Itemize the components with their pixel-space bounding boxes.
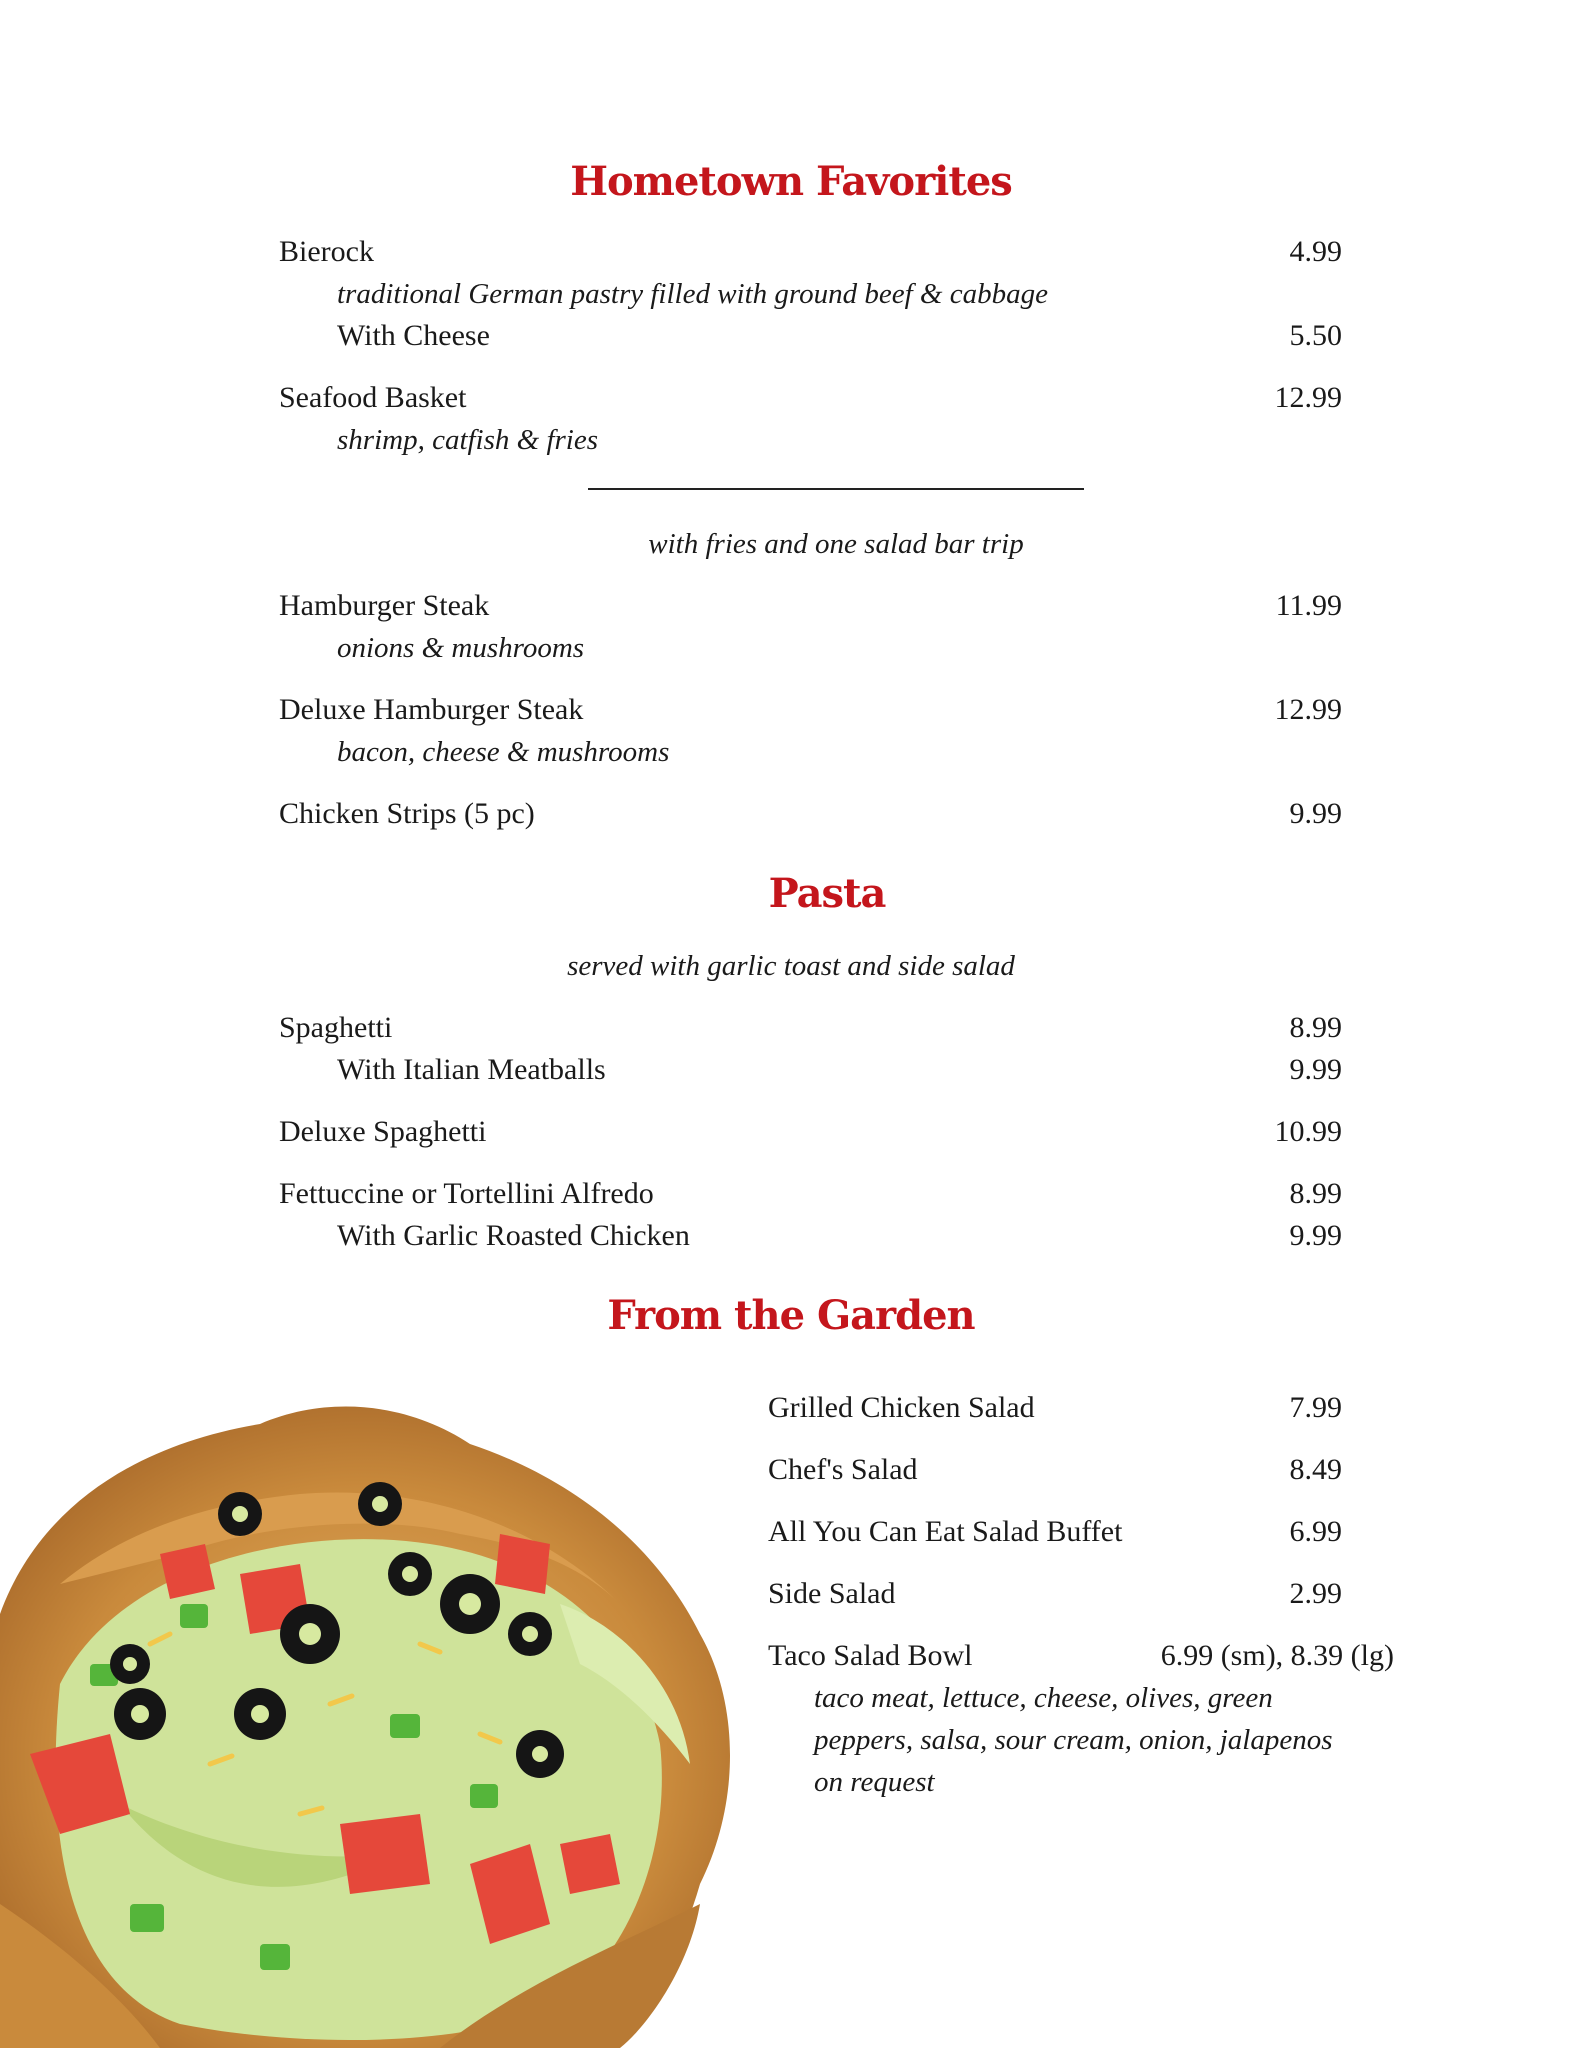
desc-deluxe-hamburger-steak: bacon, cheese & mushrooms bbox=[337, 736, 670, 768]
item-spaghetti: Spaghetti bbox=[279, 1011, 393, 1044]
price-spaghetti: 8.99 bbox=[1289, 1011, 1342, 1044]
item-chicken-strips: Chicken Strips (5 pc) bbox=[279, 797, 535, 830]
desc-taco-salad-line-1: taco meat, lettuce, cheese, olives, green bbox=[814, 1682, 1273, 1714]
note-pasta: served with garlic toast and side salad bbox=[567, 950, 1015, 982]
price-side-salad: 2.99 bbox=[1289, 1577, 1342, 1610]
desc-hamburger-steak: onions & mushrooms bbox=[337, 632, 585, 664]
price-salad-buffet: 6.99 bbox=[1289, 1515, 1342, 1548]
price-deluxe-spaghetti: 10.99 bbox=[1274, 1115, 1342, 1148]
divider-rule bbox=[588, 488, 1084, 490]
desc-bierock: traditional German pastry filled with ground beef & cabbage bbox=[337, 278, 1048, 310]
item-alfredo: Fettuccine or Tortellini Alfredo bbox=[279, 1177, 654, 1210]
option-alfredo-chicken: With Garlic Roasted Chicken bbox=[337, 1219, 690, 1252]
price-bierock-cheese: 5.50 bbox=[1289, 319, 1342, 352]
item-bierock: Bierock bbox=[279, 235, 374, 268]
item-taco-salad-bowl: Taco Salad Bowl bbox=[768, 1639, 973, 1672]
price-chicken-strips: 9.99 bbox=[1289, 797, 1342, 830]
price-grilled-chicken-salad: 7.99 bbox=[1289, 1391, 1342, 1424]
item-deluxe-hamburger-steak: Deluxe Hamburger Steak bbox=[279, 693, 584, 726]
price-alfredo: 8.99 bbox=[1289, 1177, 1342, 1210]
price-bierock: 4.99 bbox=[1289, 235, 1342, 268]
heading-from-the-garden: From the Garden bbox=[607, 1292, 975, 1339]
price-seafood-basket: 12.99 bbox=[1274, 381, 1342, 414]
taco-salad-photo-icon bbox=[0, 1384, 740, 2048]
heading-hometown-favorites: Hometown Favorites bbox=[570, 158, 1012, 205]
desc-taco-salad-line-3: on request bbox=[814, 1766, 935, 1798]
note-fries-salad-bar: with fries and one salad bar trip bbox=[648, 528, 1024, 560]
desc-seafood-basket: shrimp, catfish & fries bbox=[337, 424, 599, 456]
item-deluxe-spaghetti: Deluxe Spaghetti bbox=[279, 1115, 487, 1148]
item-hamburger-steak: Hamburger Steak bbox=[279, 589, 490, 622]
price-hamburger-steak: 11.99 bbox=[1275, 589, 1342, 622]
price-taco-salad-bowl: 6.99 (sm), 8.39 (lg) bbox=[1160, 1639, 1394, 1672]
item-grilled-chicken-salad: Grilled Chicken Salad bbox=[768, 1391, 1035, 1424]
item-chefs-salad: Chef's Salad bbox=[768, 1453, 918, 1486]
option-bierock-cheese: With Cheese bbox=[337, 319, 490, 352]
item-seafood-basket: Seafood Basket bbox=[279, 381, 467, 414]
heading-pasta: Pasta bbox=[768, 870, 886, 917]
item-salad-buffet: All You Can Eat Salad Buffet bbox=[768, 1515, 1123, 1548]
option-spaghetti-meatballs: With Italian Meatballs bbox=[337, 1053, 606, 1086]
desc-taco-salad-line-2: peppers, salsa, sour cream, onion, jalapenos bbox=[814, 1724, 1333, 1756]
item-side-salad: Side Salad bbox=[768, 1577, 896, 1610]
price-chefs-salad: 8.49 bbox=[1289, 1453, 1342, 1486]
price-deluxe-hamburger-steak: 12.99 bbox=[1274, 693, 1342, 726]
price-spaghetti-meatballs: 9.99 bbox=[1289, 1053, 1342, 1086]
price-alfredo-chicken: 9.99 bbox=[1289, 1219, 1342, 1252]
